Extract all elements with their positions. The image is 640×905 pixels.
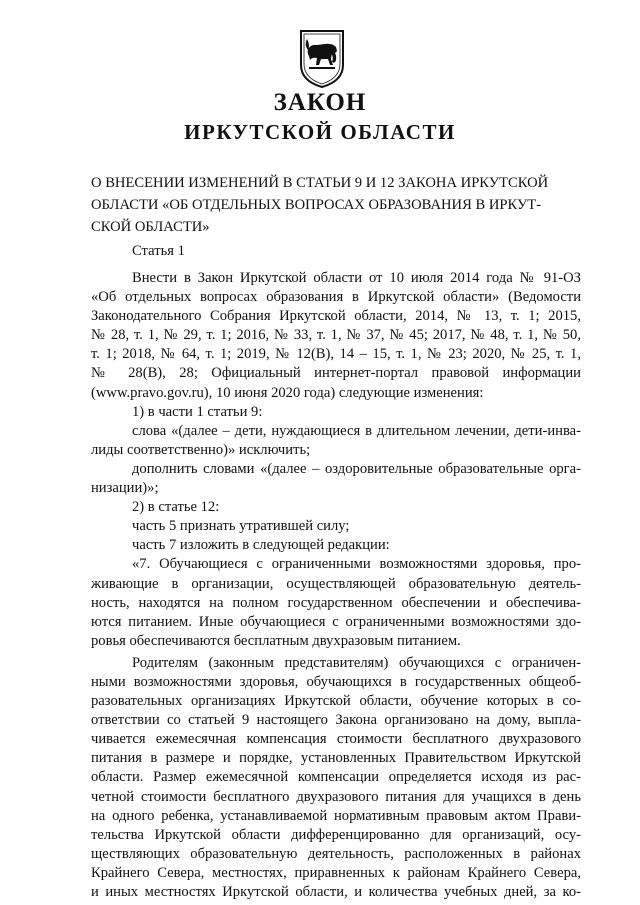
text-line: живающие в организации, осуществляющей образовательную деятель- <box>91 575 581 592</box>
subject-line: СКОЙ ОБЛАСТИ» <box>91 219 210 235</box>
law-subject <box>91 172 571 238</box>
text-line: Крайнего Севера, местностях, приравненных к районам Крайнего Севера, <box>91 864 581 881</box>
article-heading: Статья 1 <box>132 243 185 259</box>
text-line: и иных местностях Иркутской области, и количества учебных дней, за ко- <box>91 884 581 900</box>
text-line: Родителям (законным представителям) обучающихся с ограничен- <box>132 654 581 671</box>
text-line: ответствии со статьей 9 настоящего Закона организовано на дому, выпла- <box>91 712 581 729</box>
text-line: «7. Обучающиеся с ограниченными возможностями здоровья, про- <box>132 556 581 573</box>
subject-line: О ВНЕСЕНИИ ИЗМЕНЕНИЙ В СТАТЬИ 9 И 12 ЗАКОНА ИРКУТСКОЙ <box>91 175 549 191</box>
text-line: лиды соответственно)» исключить; <box>91 441 311 458</box>
region-title: ИРКУТСКОЙ ОБЛАСТИ <box>184 120 456 144</box>
text-line: 2) в статье 12: <box>132 499 220 516</box>
text-line: (www.pravo.gov.ru), 10 июня 2020 года) следующие изменения: <box>91 384 484 401</box>
text-line: ровья обеспечиваются бесплатным двухразовым питанием. <box>91 632 461 649</box>
text-line: 1) в части 1 статьи 9: <box>132 403 263 420</box>
text-line: тельства Иркутской области дифференцированно для организаций, осу- <box>91 826 581 843</box>
text-line: ность, находятся на полном государственном обеспечении и обеспечива- <box>91 594 581 611</box>
text-line: ными возможностями здоровья, обучающихся в государственных общеоб- <box>91 673 581 690</box>
text-line: области. Размер ежемесячной компенсации определяется исходя из рас- <box>91 769 581 786</box>
text-line: Внести в Закон Иркутской области от 10 июля 2014 года № 91-ОЗ <box>132 270 581 286</box>
text-line: № 28(В), 28; Официальный интернет-портал правовой информации <box>91 365 581 382</box>
law-body <box>91 269 581 902</box>
text-line: «Об отдельных вопросах образования в Иркутской области» (Ведомости <box>91 289 581 306</box>
irkutsk-coat-of-arms-emblem <box>299 29 345 89</box>
text-line: дополнить словами «(далее – оздоровительные образовательные орга- <box>132 460 581 477</box>
text-line: четной стоимости бесплатного двухразового питания для учащихся в день <box>91 788 581 805</box>
text-line: ществляющих образовательную деятельность, расположенных в районах <box>91 845 581 862</box>
law-title: ЗАКОН <box>273 89 367 116</box>
text-line: Законодательного Собрания Иркутской области, 2014, № 13, т. 1; 2015, <box>91 308 581 325</box>
text-line: чивается ежемесячная компенсация стоимости бесплатного двухразового <box>91 731 581 748</box>
text-line: на одного ребенка, устанавливаемой нормативным правовым актом Прави- <box>91 807 581 824</box>
text-line: слова «(далее – дети, нуждающиеся в длительном лечении, дети-инва- <box>132 422 581 439</box>
text-line: низации)»; <box>91 480 159 497</box>
text-line: ются питанием. Иные обучающиеся с ограниченными возможностями здо- <box>91 613 581 630</box>
text-line: часть 7 изложить в следующей редакции: <box>132 537 390 554</box>
text-line: питания в размере и порядке, установленных Правительством Иркутской <box>91 750 581 767</box>
text-line: № 28, т. 1, № 29, т. 1; 2016, № 33, т. 1, № 37, № 45; 2017, № 48, т. 1, № 50, <box>91 327 581 344</box>
text-line: т. 1; 2018, № 64, т. 1; 2019, № 12(В), 14 – 15, т. 1, № 23; 2020, № 25, т. 1, <box>91 346 581 363</box>
subject-line: ОБЛАСТИ «ОБ ОТДЕЛЬНЫХ ВОПРОСАХ ОБРАЗОВАНИЯ В ИРКУТ- <box>91 197 542 213</box>
text-line: разовательных организациях Иркутской области, обучение которых в со- <box>91 693 581 710</box>
text-line: часть 5 признать утратившей силу; <box>132 518 350 535</box>
